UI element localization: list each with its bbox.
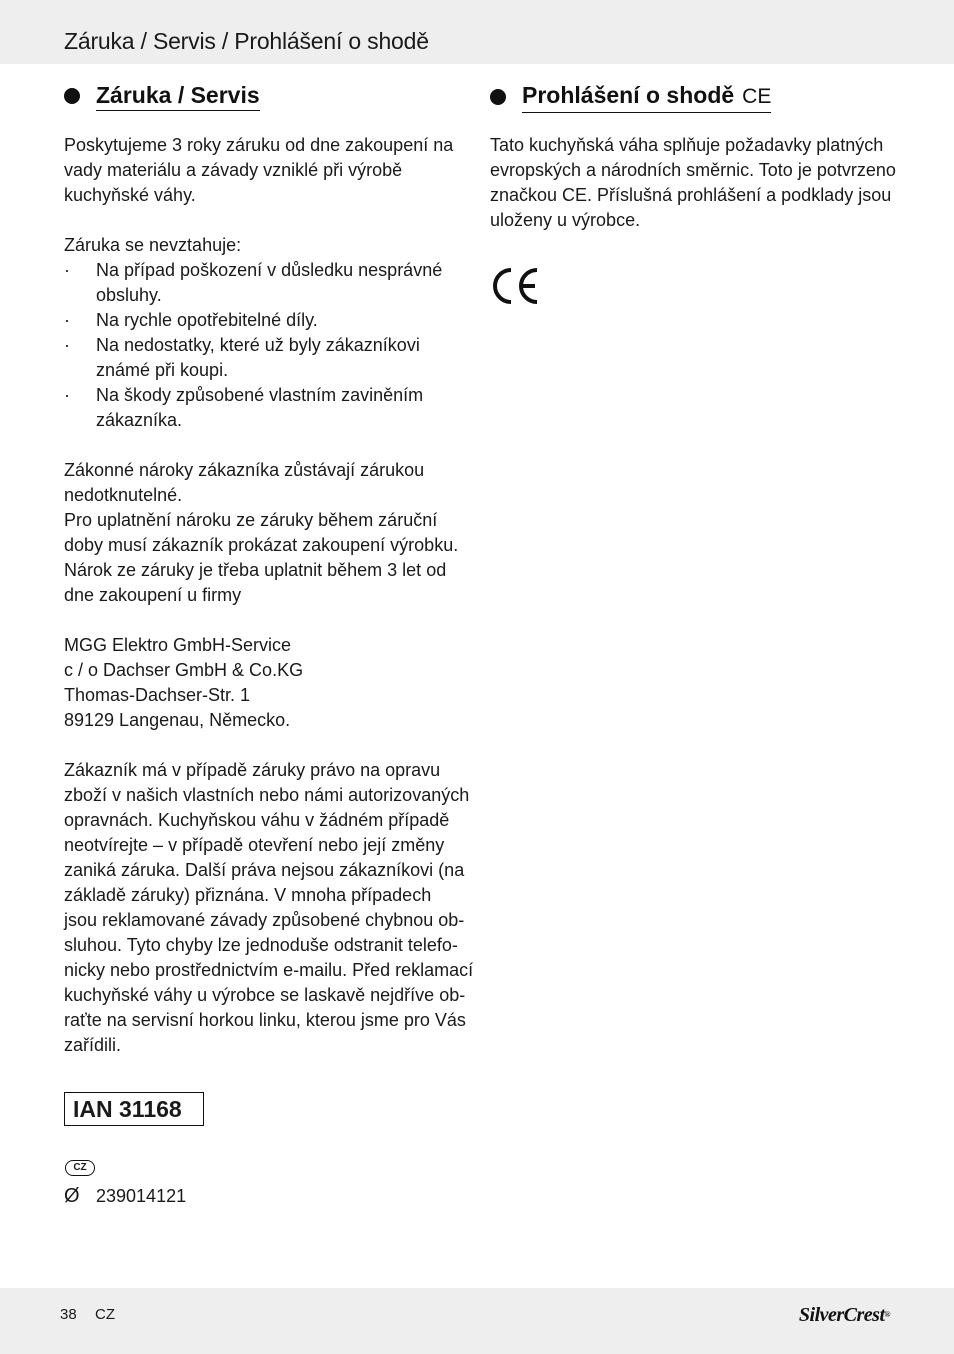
country-badge: CZ: [65, 1160, 95, 1176]
text-line: vady materiálu a závady vzniklé při výrobě: [64, 160, 403, 180]
text-line: uloženy u výrobce.: [490, 210, 641, 230]
text-line: dne zakoupení u firmy: [64, 585, 242, 605]
list-item: [64, 258, 443, 308]
text-line: obsluhy.: [96, 285, 162, 305]
footer-language: CZ: [95, 1306, 115, 1323]
text-line: Zákonné nároky zákazníka zůstávají zárukou: [64, 460, 425, 480]
text-line: nedotknutelné.: [64, 485, 183, 505]
brand-name: SilverCrest: [798, 1304, 885, 1326]
text-line: známé při koupi.: [96, 360, 229, 380]
text-line: Zákazník má v případě záruky právo na opravu: [64, 760, 441, 780]
ian-box: IAN 31168: [64, 1092, 204, 1126]
conformity-heading-text: [522, 80, 771, 113]
list-bullet: ·: [64, 335, 70, 355]
text-line: Na škody způsobené vlastním zaviněním: [96, 385, 424, 405]
list-bullet: ·: [64, 385, 70, 405]
text-line: 89129 Langenau, Německo.: [64, 710, 291, 730]
text-line: Na rychle opotřebitelné díly.: [96, 310, 318, 330]
warranty-heading-text: Záruka / Servis: [96, 80, 260, 111]
conformity-heading-label: Prohlášení o shodě: [522, 82, 735, 108]
text-line: Na nedostatky, které už byly zákazníkovi: [96, 335, 420, 355]
text-line: raťte na servisní horkou linku, kterou jsme pro Vás: [64, 1010, 466, 1030]
text-line: zákazníka.: [96, 410, 183, 430]
warranty-heading: [64, 80, 260, 111]
text-line: Na případ poškození v důsledku nesprávné: [96, 260, 443, 280]
text-line: c / o Dachser GmbH & Co.KG: [64, 660, 304, 680]
brand-logo: [799, 1302, 890, 1328]
list-bullet: ·: [64, 260, 70, 280]
text-line: zařídili.: [64, 1035, 122, 1055]
list-item: [64, 383, 424, 433]
heading-bullet-icon: [490, 89, 506, 105]
text-line: doby musí zákazník prokázat zakoupení výrobku.: [64, 535, 459, 555]
text-line: Nárok ze záruky je třeba uplatnit během 3 let od: [64, 560, 447, 580]
text-line: sluhou. Tyto chyby lze jednoduše odstranit telefo-: [64, 935, 458, 955]
diameter-icon: Ø: [64, 1185, 80, 1207]
ce-mark-icon: [489, 266, 541, 306]
brand-registered-mark: ®: [884, 1310, 890, 1319]
text-line: MGG Elektro GmbH-Service: [64, 635, 292, 655]
conformity-heading: [490, 80, 771, 113]
text-line: nicky nebo prostřednictvím e-mailu. Před reklamací: [64, 960, 474, 980]
page-title: Záruka / Servis / Prohlášení o shodě: [64, 28, 429, 54]
list-bullet: ·: [64, 310, 70, 330]
text-line: kuchyňské váhy u výrobce se laskavě nejdříve ob-: [64, 985, 466, 1005]
list-item: [64, 308, 318, 333]
text-line: základě záruky) přiznána. V mnoha případech: [64, 885, 432, 905]
text-line: Tato kuchyňská váha splňuje požadavky platných: [490, 135, 884, 155]
text-line: Pro uplatnění nároku ze záruky během záruční: [64, 510, 438, 530]
text-line: zaniká záruka. Další práva nejsou zákazníkovi (na: [64, 860, 465, 880]
text-line: značkou CE. Příslušná prohlášení a podklady jsou: [490, 185, 892, 205]
list-item: [64, 333, 420, 383]
text-line: Poskytujeme 3 roky záruku od dne zakoupení na: [64, 135, 454, 155]
coverage-label: Záruka se nevztahuje:: [64, 235, 242, 255]
text-line: kuchyňské váhy.: [64, 185, 196, 205]
text-line: zboží v našich vlastních nebo námi autorizovaných: [64, 785, 470, 805]
text-line: evropských a národních směrnic. Toto je potvrzeno: [490, 160, 896, 180]
text-line: neotvírejte – v případě otevření nebo její změny: [64, 835, 445, 855]
ce-inline-mark: CE: [742, 85, 772, 108]
text-line: jsou reklamované závady způsobené chybnou ob-: [64, 910, 465, 930]
page-number: 38: [60, 1306, 77, 1323]
text-line: Thomas-Dachser-Str. 1: [64, 685, 251, 705]
hotline-number: 239014121: [96, 1186, 187, 1206]
heading-bullet-icon: [64, 88, 80, 104]
text-line: opravnách. Kuchyňskou váhu v žádném případě: [64, 810, 450, 830]
